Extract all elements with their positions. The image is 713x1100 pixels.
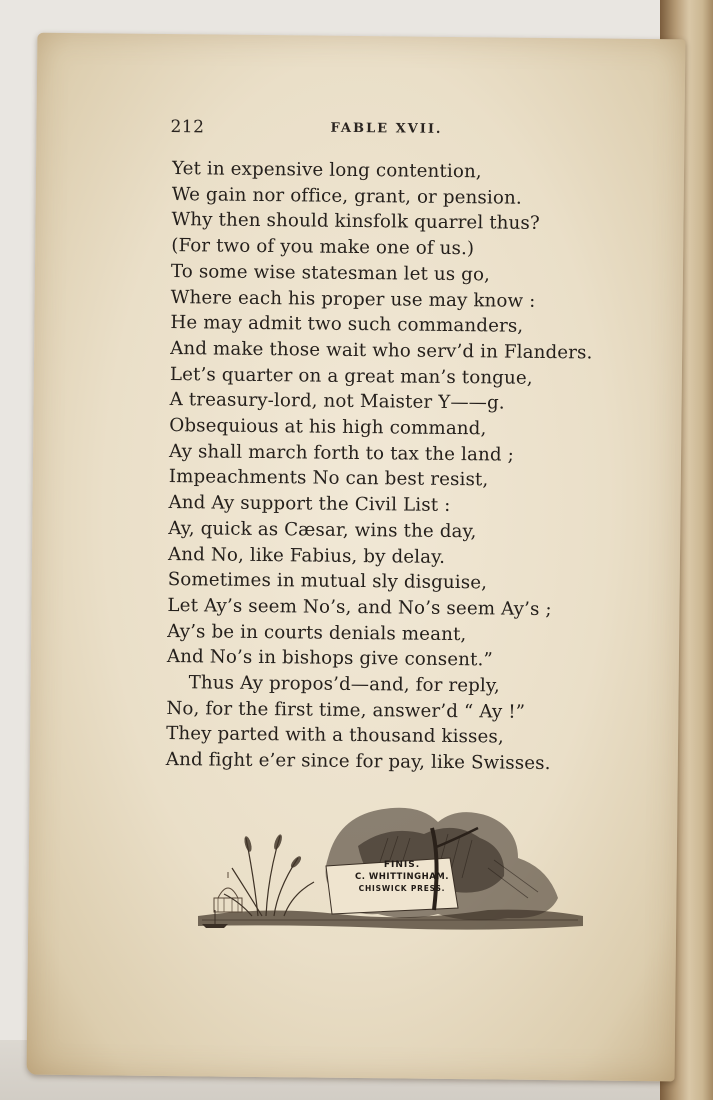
- verse-line: We gain nor office, grant, or pension.: [171, 183, 522, 209]
- verse-line: No, for the first time, answer’d “ Ay !”: [166, 697, 526, 723]
- verse-line: Yet in expensive long contention,: [171, 158, 482, 183]
- verse-line: Sometimes in mutual sly disguise,: [167, 569, 488, 594]
- verse-line: Why then should kinsfolk quarrel thus?: [171, 209, 540, 235]
- verse-line: Where each his proper use may know :: [170, 286, 536, 312]
- verse-line: They parted with a thousand kisses,: [166, 723, 505, 749]
- verse-line: Ay shall march forth to tax the land ;: [168, 440, 515, 466]
- verse-line: To some wise statesman let us go,: [170, 260, 491, 286]
- press-name: CHISWICK PRESS.: [358, 884, 446, 893]
- verse-line: And No, like Fabius, by delay.: [167, 543, 446, 568]
- verse-text: [166, 156, 642, 778]
- verse-line: Ay, quick as Cæsar, wins the day,: [168, 517, 477, 543]
- verse-line: A treasury-lord, not Maister Y——g.: [169, 389, 505, 414]
- verse-line: Ay’s be in courts denials meant,: [167, 620, 467, 645]
- page-number: 212: [170, 117, 205, 138]
- page-header: [170, 117, 610, 142]
- finis-label: FINIS.: [383, 860, 421, 870]
- verse-line: Thus Ay propos’d—and, for reply,: [188, 672, 501, 697]
- printer-imprint: [332, 860, 472, 893]
- verse-line: And fight e’er since for pay, like Swisses.: [165, 749, 551, 775]
- verse-line: Impeachments No can best resist,: [168, 466, 489, 491]
- verse-line: (For two of you make one of us.): [171, 235, 475, 260]
- running-head: FABLE XVII.: [330, 120, 443, 137]
- verse-line: Let’s quarter on a great man’s tongue,: [169, 363, 533, 389]
- printer-name: C. WHITTINGHAM.: [354, 872, 449, 882]
- verse-line: Obsequious at his high command,: [169, 415, 487, 440]
- verse-line: He may admit two such commanders,: [170, 312, 524, 337]
- verse-line: Let Ay’s seem No’s, and No’s seem Ay’s ;: [167, 594, 552, 621]
- verse-line: And Ay support the Civil List :: [168, 492, 451, 517]
- verse-line: And make those wait who serv’d in Flanders.: [170, 337, 593, 364]
- verse-line: And No’s in bishops give consent.”: [166, 646, 494, 671]
